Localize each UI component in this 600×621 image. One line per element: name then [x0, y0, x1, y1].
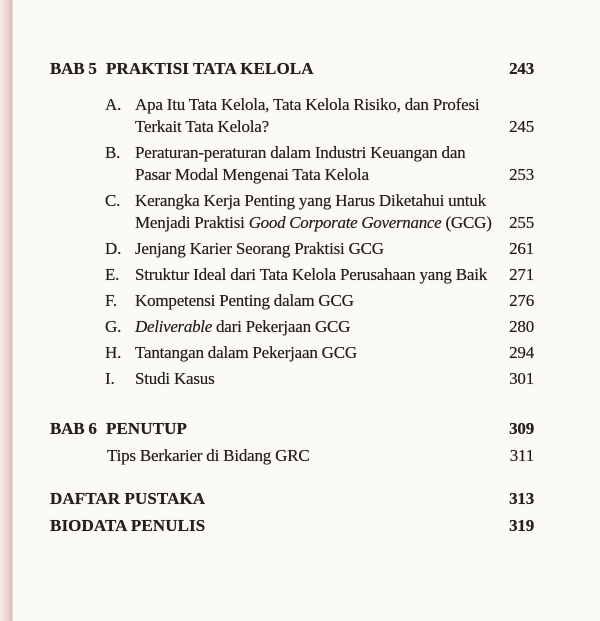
item-title: Jenjang Karier Seorang Praktisi GCG: [135, 239, 384, 258]
item-page-number: 271: [509, 265, 534, 284]
chapter-5-page-number: 243: [509, 59, 534, 78]
backmatter-daftar-pustaka: [50, 488, 534, 510]
italic-phrase: Good Corporate Governance: [248, 213, 442, 232]
item-title: Tantangan dalam Pekerjaan GCG: [135, 343, 357, 362]
italic-phrase: Deliverable: [135, 317, 212, 336]
item-page-number: 245: [509, 117, 534, 136]
item-letter: H.: [105, 343, 122, 362]
chapter-6-label: BAB 6: [50, 419, 97, 438]
item-page-number: 255: [509, 213, 534, 232]
toc-item-A: [105, 94, 534, 138]
item-title: Studi Kasus: [135, 369, 215, 388]
item-page-number: 261: [509, 239, 534, 258]
table-of-contents: [50, 58, 534, 537]
item-page-number: 253: [509, 165, 534, 184]
item-title: Kerangka Kerja Penting yang Harus Diketahui untuk Menjadi Praktisi Good Corporate Governance (GCG): [135, 191, 492, 232]
chapter-6-page-number: 309: [509, 419, 534, 438]
item-page-number: 276: [509, 291, 534, 310]
backmatter-title: DAFTAR PUSTAKA: [50, 489, 206, 508]
chapter-6-subitem: [107, 445, 534, 467]
backmatter-page-number: 313: [509, 489, 534, 508]
backmatter-biodata-penulis: [50, 515, 534, 537]
item-letter: I.: [105, 369, 115, 388]
chapter-5-title: PRAKTISI TATA KELOLA: [106, 59, 314, 78]
item-letter: G.: [105, 317, 122, 336]
chapter-5-label: BAB 5: [50, 59, 97, 78]
item-page-number: 301: [509, 369, 534, 388]
item-title: Kompetensi Penting dalam GCG: [135, 291, 354, 310]
scanned-page-edge-strip: [0, 0, 13, 621]
backmatter-title: BIODATA PENULIS: [50, 516, 206, 535]
toc-item-I: [105, 368, 534, 390]
backmatter-page-number: 319: [509, 516, 534, 535]
toc-item-C: [105, 190, 534, 234]
item-title: Peraturan-peraturan dalam Industri Keuangan dan Pasar Modal Mengenai Tata Kelola: [135, 143, 466, 184]
item-title: Deliverable dari Pekerjaan GCG: [135, 317, 351, 336]
toc-item-H: [105, 342, 534, 364]
item-letter: B.: [105, 143, 121, 162]
subitem-title: Tips Berkarier di Bidang GRC: [107, 446, 310, 465]
item-title: Apa Itu Tata Kelola, Tata Kelola Risiko, dan Profesi Terkait Tata Kelola?: [135, 95, 480, 136]
item-page-number: 280: [509, 317, 534, 336]
subitem-page-number: 311: [509, 446, 534, 465]
item-letter: D.: [105, 239, 122, 258]
toc-item-B: [105, 142, 534, 186]
item-letter: C.: [105, 191, 121, 210]
item-title: Struktur Ideal dari Tata Kelola Perusahaan yang Baik: [135, 265, 488, 284]
chapter-6-title: PENUTUP: [106, 419, 187, 438]
chapter-6-heading: [50, 418, 534, 440]
toc-item-D: [105, 238, 534, 260]
toc-item-F: [105, 290, 534, 312]
toc-item-G: [105, 316, 534, 338]
item-letter: A.: [105, 95, 122, 114]
item-page-number: 294: [509, 343, 534, 362]
toc-item-E: [105, 264, 534, 286]
chapter-5-item-list: [105, 94, 534, 390]
item-letter: F.: [105, 291, 117, 310]
chapter-5-heading: [50, 58, 534, 80]
item-letter: E.: [105, 265, 120, 284]
